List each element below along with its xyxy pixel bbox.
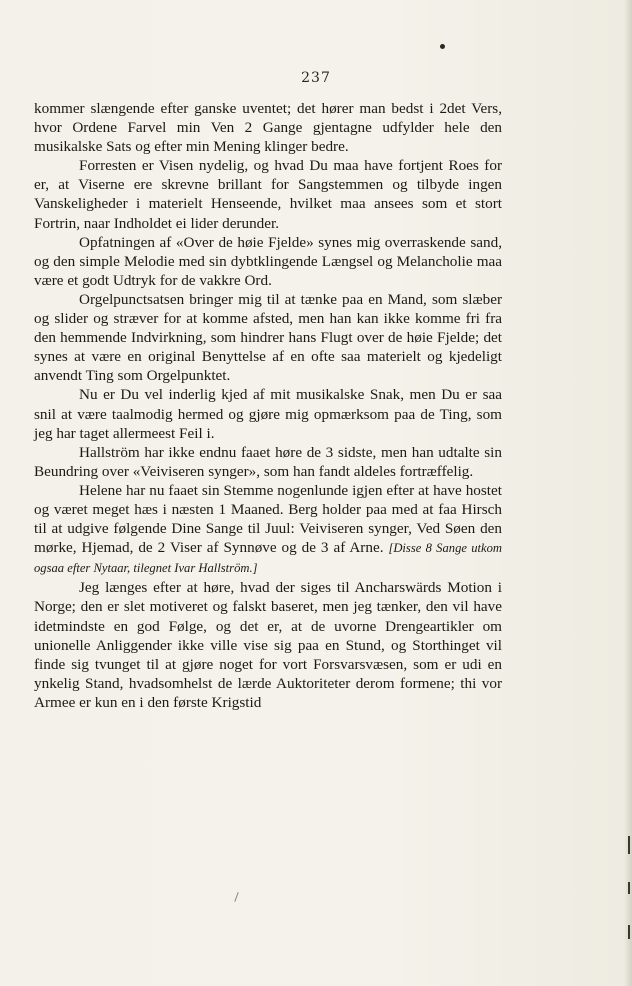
letter-body <box>34 99 502 712</box>
editorial-note: [Disse 8 Sange utkom ogsaa efter Nytaar, tilegnet Ivar Hallström.] <box>34 541 503 576</box>
paragraph-6: Hallström har ikke endnu faaet høre de 3 sidste, men han udtalte sin Beundring over «Veiviseren synger», som han fandt aldeles fortræffelig. <box>34 443 502 480</box>
paragraph-3: Opfatningen af «Over de høie Fjelde» synes mig overraskende sand, og den simple Melodie med sin dybtklingende Længsel og Melancholie maa være et godt Udtryk for de vakkre Ord. <box>34 233 502 289</box>
pen-stroke <box>234 892 238 902</box>
page-number: 237 <box>301 70 331 86</box>
margin-mark <box>628 836 630 854</box>
paragraph-1: kommer slængende efter ganske uventet; det hører man bedst i 2det Vers, hvor Ordene Farvel min Ven 2 Gange gjentagne udfylder hele den musikalske Sats og efter min Mening klinger bedre. <box>34 100 502 156</box>
paragraph-5: Nu er Du vel inderlig kjed af mit musikalske Snak, men Du er saa snil at være taalmodig hermed og gjøre mig opmærksom paa de Ting, som jeg har taget allermeest Feil i. <box>34 386 502 442</box>
paragraph-8: Jeg længes efter at høre, hvad der siges til Ancharswärds Motion i Norge; den er slet motiveret og falskt baseret, men jeg tænker, den vil have idetmindste en god Følge, og det er, at de uvorne Drengeartikler om unionelle Anliggender ikke ville vise sig paa en Stund, og Storthinget vil finde sig tvunget til at gjøre noget for vort Forsvarsvæsen, som er udi en ynkelig Stand, hvadsomhelst de lærde Auktoriteter derom formene; thi vor Armee er kun en i den første Krigstid <box>34 579 502 711</box>
paragraph-7-text: Helene har nu faaet sin Stemme nogenlunde igjen efter at have hostet og været meget hæs i næsten 1 Maaned. Berg holder paa med at faa Hirsch til at udgive følgende Dine Sange til Juul: Veiviseren synger, Ved Søen den mørke, Hjemad, de 2 Viser af Synnøve og de 3 af Arne. <box>34 481 502 557</box>
paragraph-2: Forresten er Visen nydelig, og hvad Du maa have fortjent Roes for er, at Viserne ere skrevne brillant for Sangstemmen og tilbyde ingen Vanskeligheder i materielt Henseende, hvilket maa ansees som et stort Fortrin, naar Indholdet ei lider derunder. <box>34 157 502 232</box>
paragraph-7 <box>34 481 502 578</box>
margin-mark <box>628 882 630 894</box>
paragraph-4: Orgelpunctsatsen bringer mig til at tænke paa en Mand, som slæber og slider og stræver for at komme afsted, men han kan ikke komme fri fra den hemmende Indvirkning, som hindrer hans Flugt over de høie Fjelde; det synes at være en original Benyttelse af en ofte saa materielt og kjedeligt anvendt Ting som Orgelpunktet. <box>34 290 502 385</box>
margin-mark <box>628 925 630 939</box>
ink-spot <box>440 44 445 49</box>
